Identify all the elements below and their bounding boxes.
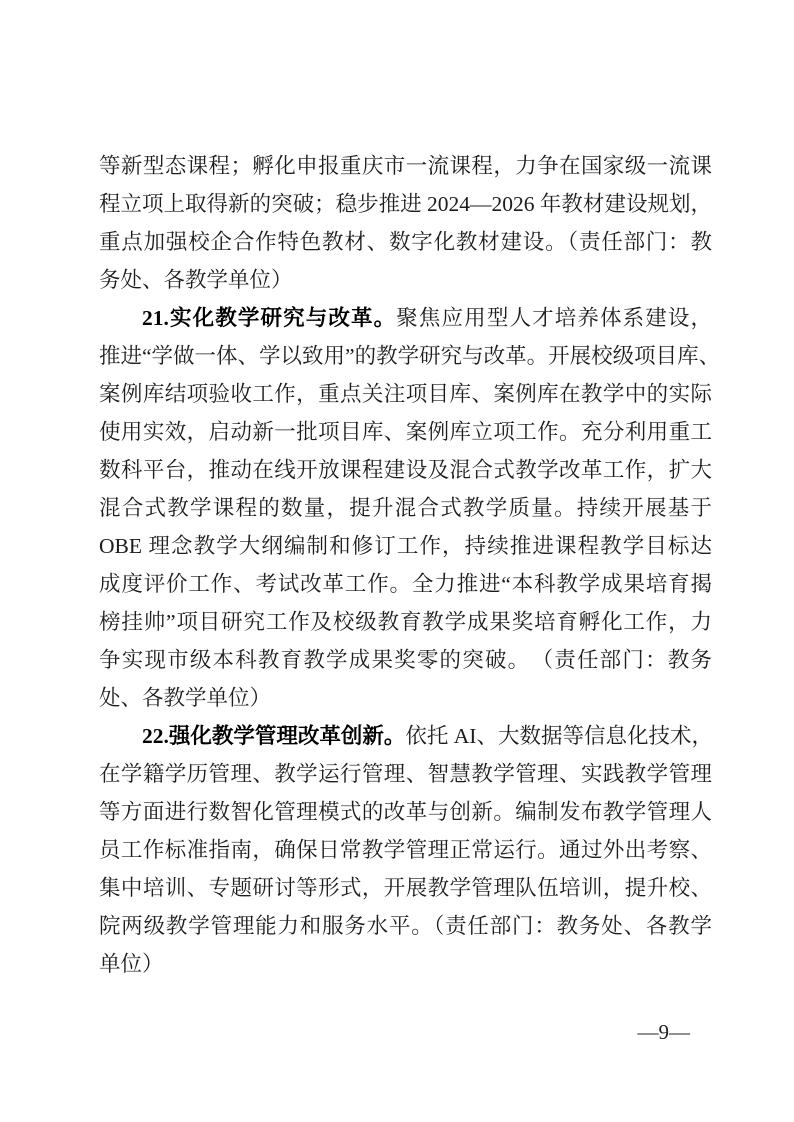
text-line: 争实现市级本科教育教学成果奖零的突破。 （责任部门：教务 bbox=[99, 648, 712, 672]
text-line: 等新型态课程；孵化申报重庆市一流课程，力争在国家级一流课 bbox=[99, 154, 712, 178]
text-line: 22.强化教学管理改革创新。依托 AI、大数据等信息化技术， bbox=[142, 724, 713, 748]
text-line: 院两级教学管理能力和服务水平。（责任部门：教务处、各教学 bbox=[99, 914, 712, 938]
text-line: 集中培训、专题研讨等形式，开展教学管理队伍培训，提升校、 bbox=[99, 876, 712, 900]
text-line: 在学籍学历管理、教学运行管理、智慧教学管理、实践教学管理 bbox=[99, 762, 712, 786]
text-line: 成度评价工作、考试改革工作。全力推进“本科教学成果培育揭 bbox=[99, 572, 712, 596]
text-line: 处、各教学单位） bbox=[99, 686, 272, 710]
text-line: 员工作标准指南，确保日常教学管理正常运行。通过外出考察、 bbox=[99, 838, 712, 862]
text-line: 21.实化教学研究与改革。聚焦应用型人才培养体系建设， bbox=[142, 306, 712, 330]
para-item-22 bbox=[99, 717, 712, 983]
text-line: 推进“学做一体、学以致用”的教学研究与改革。开展校级项目库、 bbox=[99, 344, 721, 368]
text-line: 程立项上取得新的突破；稳步推进 2024—2026 年教材建设规划， bbox=[99, 192, 712, 216]
text-line: OBE 理念教学大纲编制和修订工作，持续推进课程教学目标达 bbox=[99, 534, 712, 558]
text-line: 榜挂帅”项目研究工作及校级教育教学成果奖培育孵化工作，力 bbox=[99, 610, 712, 634]
text-line: 数科平台，推动在线开放课程建设及混合式教学改革工作，扩大 bbox=[99, 458, 712, 482]
text-line: 等方面进行数智化管理模式的改革与创新。编制发布教学管理人 bbox=[99, 800, 712, 824]
para-item-21 bbox=[99, 299, 721, 717]
document-body bbox=[99, 147, 721, 983]
para-continuation bbox=[99, 147, 712, 299]
text-line: 使用实效，启动新一批项目库、案例库立项工作。充分利用重工 bbox=[99, 420, 712, 444]
text-line: 单位） bbox=[99, 952, 164, 976]
page-number: —9— bbox=[637, 1020, 690, 1044]
paragraph-lead: 21.实化教学研究与改革。 bbox=[142, 306, 397, 330]
text-line: 案例库结项验收工作，重点关注项目库、案例库在教学中的实际 bbox=[99, 382, 712, 406]
text-line: 混合式教学课程的数量，提升混合式教学质量。持续开展基于 bbox=[99, 496, 712, 520]
text-line: 重点加强校企合作特色教材、数字化教材建设。（责任部门：教 bbox=[99, 230, 712, 254]
text-line: 务处、各教学单位） bbox=[99, 268, 293, 292]
paragraph-lead: 22.强化教学管理改革创新。 bbox=[142, 724, 406, 748]
